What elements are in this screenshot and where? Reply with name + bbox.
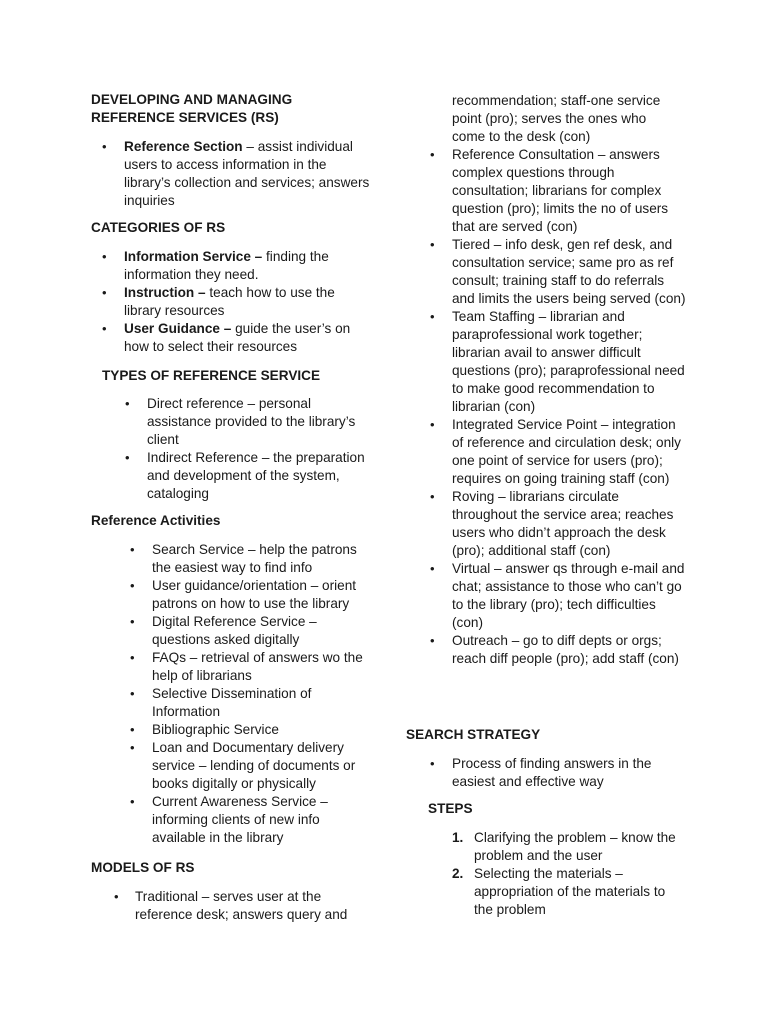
list-item	[91, 649, 373, 685]
activities-list	[91, 541, 373, 847]
categories-heading: CATEGORIES OF RS	[91, 220, 226, 235]
term-description: guide the user’s on how to select their resources	[124, 321, 351, 354]
bullet-icon: •	[125, 396, 130, 411]
list-item	[406, 146, 686, 236]
list-item-text: Bibliographic Service	[152, 722, 279, 737]
list-item	[406, 308, 686, 416]
term-instruction: Instruction –	[124, 285, 206, 300]
bullet-icon: •	[130, 614, 135, 629]
bullet-icon: •	[102, 249, 107, 264]
activities-heading: Reference Activities	[91, 513, 221, 528]
types-heading: TYPES OF REFERENCE SERVICE	[102, 368, 321, 383]
bullet-icon: •	[430, 489, 435, 504]
list-item	[406, 560, 686, 632]
list-item	[91, 685, 373, 721]
list-item-text: User guidance/orientation – orient patrons on how to use the library	[152, 578, 357, 611]
list-item	[91, 739, 373, 793]
term-description: – assist individual users to access information in the library’s collection and services; answers inquiries	[124, 139, 370, 208]
bullet-icon: •	[114, 889, 119, 904]
list-item	[406, 865, 686, 919]
list-item	[91, 138, 371, 210]
steps-list	[406, 829, 686, 919]
list-item-text: Outreach – go to diff depts or orgs; reach diff people (pro); add staff (con)	[452, 633, 679, 666]
list-item	[406, 755, 686, 791]
bullet-icon: •	[102, 321, 107, 336]
list-item	[91, 395, 371, 449]
bullet-icon: •	[430, 417, 435, 432]
list-item-text: Selecting the materials – appropriation of the materials to the problem	[474, 866, 666, 917]
list-item-text: Roving – librarians circulate throughout the service area; reaches users who didn’t approach the desk (pro); additional staff (con)	[452, 489, 674, 558]
steps-heading: STEPS	[428, 801, 473, 816]
search-strategy-list	[406, 755, 686, 791]
list-item	[91, 577, 373, 613]
list-item-text: Tiered – info desk, gen ref desk, and consultation service; same pro as ref consult; training staff to do referrals and limits the users being served (con)	[452, 237, 686, 306]
list-item	[406, 416, 686, 488]
models-list	[91, 888, 371, 924]
list-item-text: Loan and Documentary delivery service – lending of documents or books digitally or physically	[152, 740, 356, 791]
bullet-icon: •	[102, 285, 107, 300]
list-item-text: Virtual – answer qs through e-mail and chat; assistance to those who can’t go to the library (pro); tech difficulties (con)	[452, 561, 685, 630]
bullet-icon: •	[130, 722, 135, 737]
bullet-icon: •	[130, 650, 135, 665]
list-item	[91, 320, 371, 356]
list-item	[406, 236, 686, 308]
list-item-text: Reference Consultation – answers complex questions through consultation; librarians for complex question (pro); limits the no of users that are served (con)	[452, 147, 669, 234]
search-strategy-heading: SEARCH STRATEGY	[406, 727, 541, 742]
list-item	[91, 541, 373, 577]
list-item-text: Search Service – help the patrons the easiest way to find info	[152, 542, 357, 575]
bullet-icon: •	[125, 450, 130, 465]
list-item-text: Direct reference – personal assistance provided to the library’s client	[147, 396, 356, 447]
bullet-icon: •	[102, 139, 107, 154]
list-item	[91, 721, 373, 739]
term-information-service: Information Service –	[124, 249, 263, 264]
list-item-text: Selective Dissemination of Information	[152, 686, 312, 719]
bullet-icon: •	[130, 578, 135, 593]
document-title: DEVELOPING AND MANAGING REFERENCE SERVICES (RS)	[91, 92, 293, 125]
list-item-text: FAQs – retrieval of answers wo the help of librarians	[152, 650, 363, 683]
models-continued-list	[406, 146, 686, 668]
list-item	[406, 632, 686, 668]
list-item	[91, 888, 371, 924]
list-item	[91, 284, 371, 320]
list-item	[91, 613, 373, 649]
list-item-text: Indirect Reference – the preparation and development of the system, cataloging	[147, 450, 365, 501]
list-item-text: Process of finding answers in the easiest and effective way	[452, 756, 652, 789]
list-item	[406, 488, 686, 560]
list-item-text: Traditional – serves user at the reference desk; answers query and	[135, 889, 348, 922]
bullet-icon: •	[430, 756, 435, 771]
bullet-icon: •	[130, 794, 135, 809]
list-item-text: Team Staffing – librarian and paraprofessional work together; librarian avail to answer difficult questions (pro); paraprofessional need to make good recommendation to librarian (con)	[452, 309, 685, 414]
bullet-icon: •	[430, 147, 435, 162]
types-list	[91, 395, 371, 503]
step-number: 1.	[452, 830, 464, 845]
reference-section-list	[91, 138, 371, 210]
term-reference-section: Reference Section	[124, 139, 243, 154]
bullet-icon: •	[130, 686, 135, 701]
bullet-icon: •	[130, 542, 135, 557]
bullet-icon: •	[430, 561, 435, 576]
term-description: teach how to use the library resources	[124, 285, 335, 318]
list-item	[91, 248, 371, 284]
list-item-text: Current Awareness Service – informing clients of new info available in the library	[152, 794, 328, 845]
list-item-text: Integrated Service Point – integration of reference and circulation desk; only one point of service for users (pro); requires on going training staff (con)	[452, 417, 681, 486]
step-number: 2.	[452, 866, 464, 881]
list-item	[406, 829, 686, 865]
bullet-icon: •	[430, 237, 435, 252]
list-item-text: Digital Reference Service – questions asked digitally	[152, 614, 317, 647]
continued-text: recommendation; staff-one service point (pro); serves the ones who come to the desk (con)	[452, 93, 661, 144]
term-user-guidance: User Guidance –	[124, 321, 232, 336]
bullet-icon: •	[430, 309, 435, 324]
list-item-text: Clarifying the problem – know the problem and the user	[474, 830, 676, 863]
bullet-icon: •	[130, 740, 135, 755]
term-description: finding the information they need.	[124, 249, 329, 282]
bullet-icon: •	[430, 633, 435, 648]
list-item	[91, 793, 373, 847]
models-heading: MODELS OF RS	[91, 860, 195, 875]
categories-list	[91, 248, 371, 356]
list-item	[91, 449, 371, 503]
